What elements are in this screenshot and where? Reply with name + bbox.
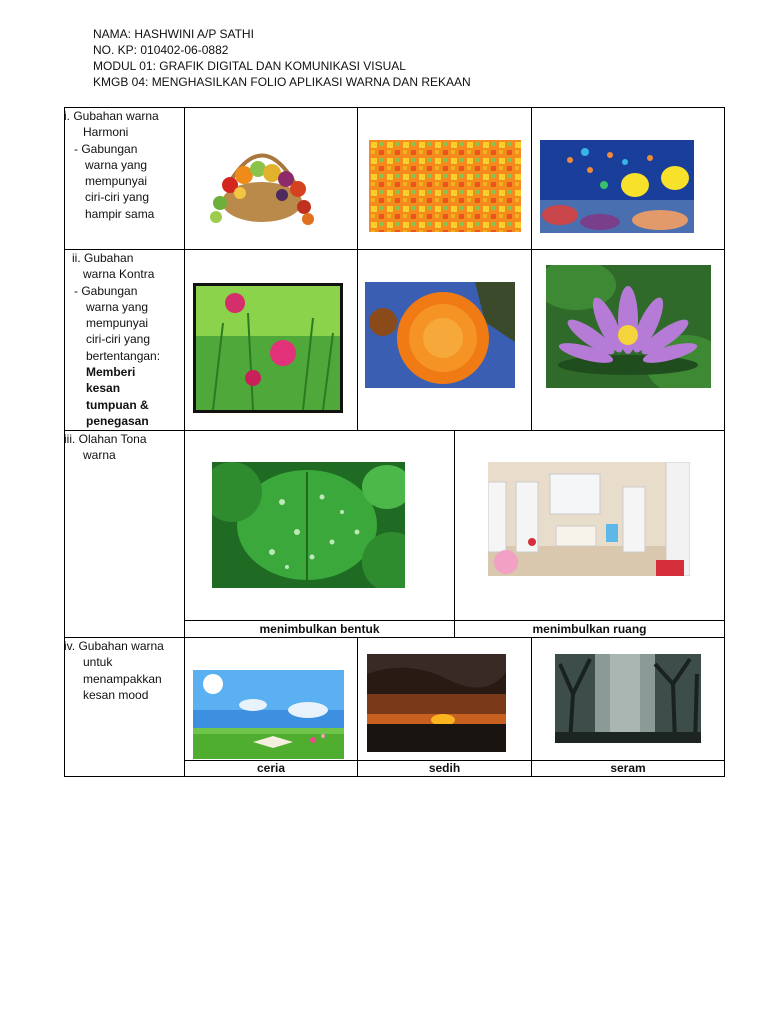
row-mood-line: menampakkan xyxy=(83,671,162,686)
orange-flower-image xyxy=(365,282,515,388)
row-contrast-title: ii. Gubahan xyxy=(72,251,134,265)
caption-cheerful: ceria xyxy=(256,761,286,775)
student-name: NAMA: HASHWINI A/P SATHI xyxy=(93,27,254,41)
row-contrast-line: bertentangan: xyxy=(86,348,161,363)
wet-leaf-image xyxy=(212,462,405,588)
row-harmony-label xyxy=(64,108,159,222)
row-harmony-line: - Gabungan xyxy=(74,141,138,156)
row-harmony-line: hampir sama xyxy=(85,206,155,221)
row-harmony-line: warna yang xyxy=(85,157,148,172)
row-mood-line: kesan mood xyxy=(83,687,149,702)
row-contrast-line: penegasan xyxy=(86,413,149,428)
task-title: KMGB 04: MENGHASILKAN FOLIO APLIKASI WARNA DAN REKAAN xyxy=(93,75,471,89)
kids-room-image xyxy=(488,462,690,576)
document-header xyxy=(93,26,471,90)
row-contrast-line: Memberi xyxy=(86,365,136,380)
row-contrast-subtitle: warna Kontra xyxy=(83,267,155,282)
row-harmony-subtitle: Harmoni xyxy=(83,125,129,140)
pink-flowers-image xyxy=(193,283,343,413)
row-harmony-line: mempunyai xyxy=(85,174,148,189)
orange-pattern-image xyxy=(369,140,521,232)
row-contrast-line: mempunyai xyxy=(86,316,149,331)
sunset-image xyxy=(367,654,506,752)
lotus-image xyxy=(546,265,711,388)
row-tone-label xyxy=(64,431,147,464)
row-tone-title: iii. Olahan Tona xyxy=(64,432,147,446)
module-title: MODUL 01: GRAFIK DIGITAL DAN KOMUNIKASI VISUAL xyxy=(93,59,406,73)
sunny-meadow-image xyxy=(193,670,344,759)
fruit-basket-image xyxy=(200,127,324,227)
row-harmony-line: ciri-ciri yang xyxy=(85,190,150,205)
row-mood-title: iv. Gubahan warna xyxy=(64,639,164,653)
row-mood-label xyxy=(64,638,164,703)
row-harmony-title: i. Gubahan warna xyxy=(64,109,159,123)
row-contrast-line: tumpuan & xyxy=(86,397,149,412)
caption-form: menimbulkan bentuk xyxy=(259,622,380,636)
caption-space: menimbulkan ruang xyxy=(532,622,647,636)
dark-forest-image xyxy=(555,654,701,743)
student-ic-number: NO. KP: 010402-06-0882 xyxy=(93,43,229,57)
row-tone-subtitle: warna xyxy=(83,448,116,463)
caption-sad: sedih xyxy=(428,761,461,775)
row-contrast-label xyxy=(72,250,160,429)
caption-scary: seram xyxy=(610,761,646,775)
row-contrast-line: ciri-ciri yang xyxy=(86,332,151,347)
tropical-fish-image xyxy=(540,140,694,233)
row-contrast-line: kesan xyxy=(86,381,121,396)
row-contrast-line: warna yang xyxy=(86,299,149,314)
row-mood-line: untuk xyxy=(83,655,113,670)
row-contrast-line: - Gabungan xyxy=(74,283,138,298)
